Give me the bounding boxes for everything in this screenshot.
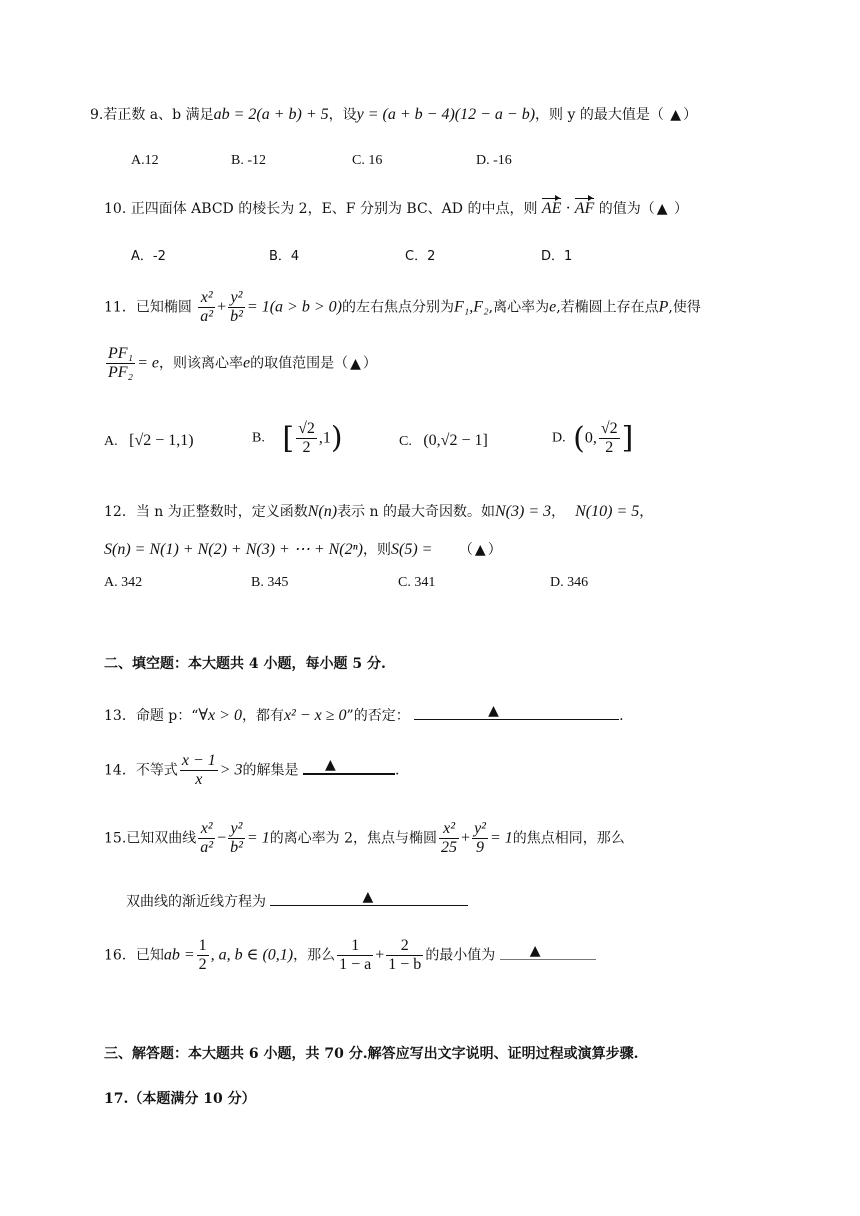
answer-triangle-icon: ▲ — [324, 756, 336, 773]
q10-stem: 10. 正四面体 ABCD 的棱长为 2，E、F 分别为 BC、AD 的中点，则 AE · AF 的值为（ ▲ ） — [104, 200, 689, 217]
q12-option-d: D. 346 — [550, 575, 589, 590]
q11-stem-line2: $\frac{\text{PF₁}}{\text{PF₂}}$ = e，则该离心率e的取值范围是（ ▲ ） — [108, 345, 377, 381]
q16-stem: 16．已知ab = $\frac{1}{2}$ , a, b ∈ (0,1)，那么 $\frac{1}{1 - a}$ + $\frac{2}{1 - b}$ 的最小值为 ▲ — [104, 937, 596, 974]
q9-option-b: B. -12 — [231, 153, 266, 168]
q12-stem-line2: S(n) = N(1) + N(2) + N(3) + ⋯ + N(2ⁿ)，则S(5) = （ ▲ ） — [104, 541, 502, 558]
q9-stem: 9.若正数 a、b 满足ab = 2(a + b) + 5，设y = (a + b − 4)(12 − a − b)，则 y 的最大值是（ ▲ ） — [90, 106, 698, 123]
fraction-pf1-pf2: $\frac{\text{PF₁}}{\text{PF₂}}$ — [108, 345, 134, 381]
q10-option-d: D．1 — [541, 249, 573, 264]
answer-blank[interactable] — [414, 705, 619, 720]
q9-option-c: C. 16 — [352, 153, 383, 168]
answer-blank[interactable] — [303, 756, 395, 775]
q9-formula-2: y = (a + b − 4)(12 − a − b) — [356, 106, 536, 123]
answer-triangle-icon: ▲ — [350, 355, 361, 372]
q11-option-d: D. (0, $\frac{√2}{2}$ ] — [552, 420, 634, 456]
answer-blank[interactable] — [270, 891, 468, 906]
q11-stem-line1: 11．已知椭圆 $\frac{\text{x²}}{\text{a²}}$ + $\frac{\text{y²}}{\text{b²}}$ = 1(a > b > 0)的左右焦点分别为F₁,F₂,离心率为e,若椭圆上存在点P,使得 — [104, 289, 701, 325]
answer-triangle-icon: ▲ — [670, 107, 682, 123]
q11-option-c: C. (0,√2 − 1] — [399, 432, 488, 449]
vector-af: AF — [574, 200, 595, 217]
section-fill-in-heading: 二、填空题：本大题共 4 小题，每小题 5 分. — [104, 656, 386, 672]
answer-triangle-icon: ▲ — [529, 942, 541, 959]
section-solutions-heading: 三、解答题：本大题共 6 小题，共 70 分.解答应写出文字说明、证明过程或演算步骤. — [104, 1046, 639, 1062]
vector-ae: AE — [541, 200, 562, 217]
q12-option-a: A. 342 — [104, 575, 143, 590]
q10-option-a: A．-2 — [131, 249, 166, 264]
answer-blank[interactable] — [500, 942, 596, 960]
q13-stem: 13．命题 p：“∀x > 0，都有x² − x ≥ 0”的否定： ▲ . — [104, 703, 624, 724]
answer-triangle-icon: ▲ — [488, 703, 499, 719]
fraction-x2-a2: $\frac{\text{x²}}{\text{a²}}$ — [200, 289, 214, 325]
q10-option-c: C．2 — [405, 249, 436, 264]
fraction-x-minus-1-over-x: $\frac{x - 1}{x}$ — [181, 752, 216, 788]
q12-stem-line1: 12．当 n 为正整数时，定义函数N(n)表示 n 的最大奇因数。如N(3) = 3， N(10) = 5， — [104, 503, 654, 520]
q15-stem-line2: 双曲线的渐近线方程为 ▲ — [126, 891, 468, 909]
q14-stem: 14．不等式 $\frac{x - 1}{x}$ > 3的解集是 ▲ . — [104, 752, 400, 788]
q9-formula-1: ab = 2(a + b) + 5 — [213, 106, 329, 123]
q11-option-a: A. [√2 − 1,1) — [104, 432, 194, 449]
q10-option-b: B．4 — [269, 249, 300, 264]
q15-stem-line1: 15.已知双曲线 $\frac{\text{x²}}{\text{a²}}$ − $\frac{\text{y²}}{\text{b²}}$ = 1的离心率为 2，焦点与椭圆 $\frac{\text{x²}}{25}$ + $\frac{\text{y²}}{9}$ = 1的焦点相同，那么 — [104, 820, 625, 856]
q12-option-c: C. 341 — [398, 575, 436, 590]
answer-triangle-icon: ▲ — [362, 889, 374, 905]
answer-triangle-icon: ▲ — [656, 201, 668, 217]
q9-option-a: A.12 — [131, 153, 159, 168]
q11-option-b: B. [ $\frac{√2}{2}$ ,1) — [252, 420, 343, 456]
answer-triangle-icon: ▲ — [474, 542, 486, 558]
q12-option-b: B. 345 — [251, 575, 289, 590]
q9-option-d: D. -16 — [476, 153, 512, 168]
fraction-y2-b2: $\frac{\text{y²}}{\text{b²}}$ — [230, 289, 243, 325]
q17-heading: 17.（本题满分 10 分） — [104, 1091, 256, 1107]
